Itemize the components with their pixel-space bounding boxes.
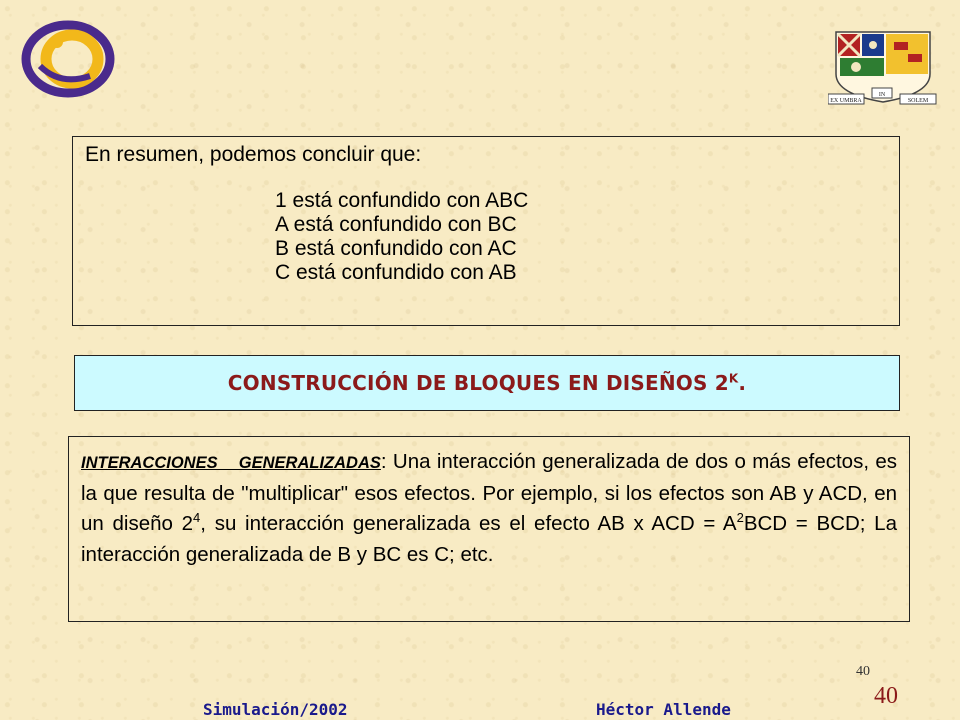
definition-box	[68, 436, 910, 622]
definition-paragraph	[81, 447, 897, 570]
page-number-small: 40	[856, 664, 870, 679]
definition-text-part: : Una interacción generalizada de dos o más efectos, es la que resulta de "multiplicar" esos efectos. Por ejemplo, si los efectos son AB y ACD, en un diseño 2	[81, 450, 897, 535]
section-title-box	[74, 355, 900, 411]
exponent: 4	[193, 510, 201, 526]
university-crest	[828, 28, 938, 112]
confounding-item: C está confundido con AB	[275, 261, 517, 284]
definition-term: INTERACCIONES GENERALIZADAS	[81, 454, 381, 472]
summary-intro: En resumen, podemos concluir que:	[85, 143, 422, 166]
crest-ribbon-center: IN	[878, 92, 886, 98]
section-title	[228, 371, 746, 395]
crest-ribbon-left: EX UMBRA	[830, 98, 862, 104]
institution-logo	[20, 16, 120, 98]
crest-ribbon-right: SOLEM	[907, 98, 929, 104]
confounding-item: 1 está confundido con ABC	[275, 189, 529, 212]
section-title-period: .	[738, 371, 747, 395]
page-number-large: 40	[874, 683, 898, 709]
summary-box	[72, 136, 900, 326]
confounding-list	[275, 189, 528, 285]
definition-text-part: BCD = BCD; La interacción generalizada de B y BC es C; etc.	[81, 512, 897, 566]
footer-course: Simulación/2002	[203, 700, 348, 719]
definition-text-part: , su interacción generalizada es el efecto AB x ACD = A	[200, 512, 737, 535]
exponent: 2	[736, 510, 744, 526]
section-title-exponent: K	[728, 371, 739, 386]
section-title-text: CONSTRUCCIÓN DE BLOQUES EN DISEÑOS 2	[227, 371, 729, 395]
confounding-item: A está confundido con BC	[275, 213, 517, 236]
confounding-item: B está confundido con AC	[275, 237, 517, 260]
footer-author: Héctor Allende	[596, 700, 731, 719]
